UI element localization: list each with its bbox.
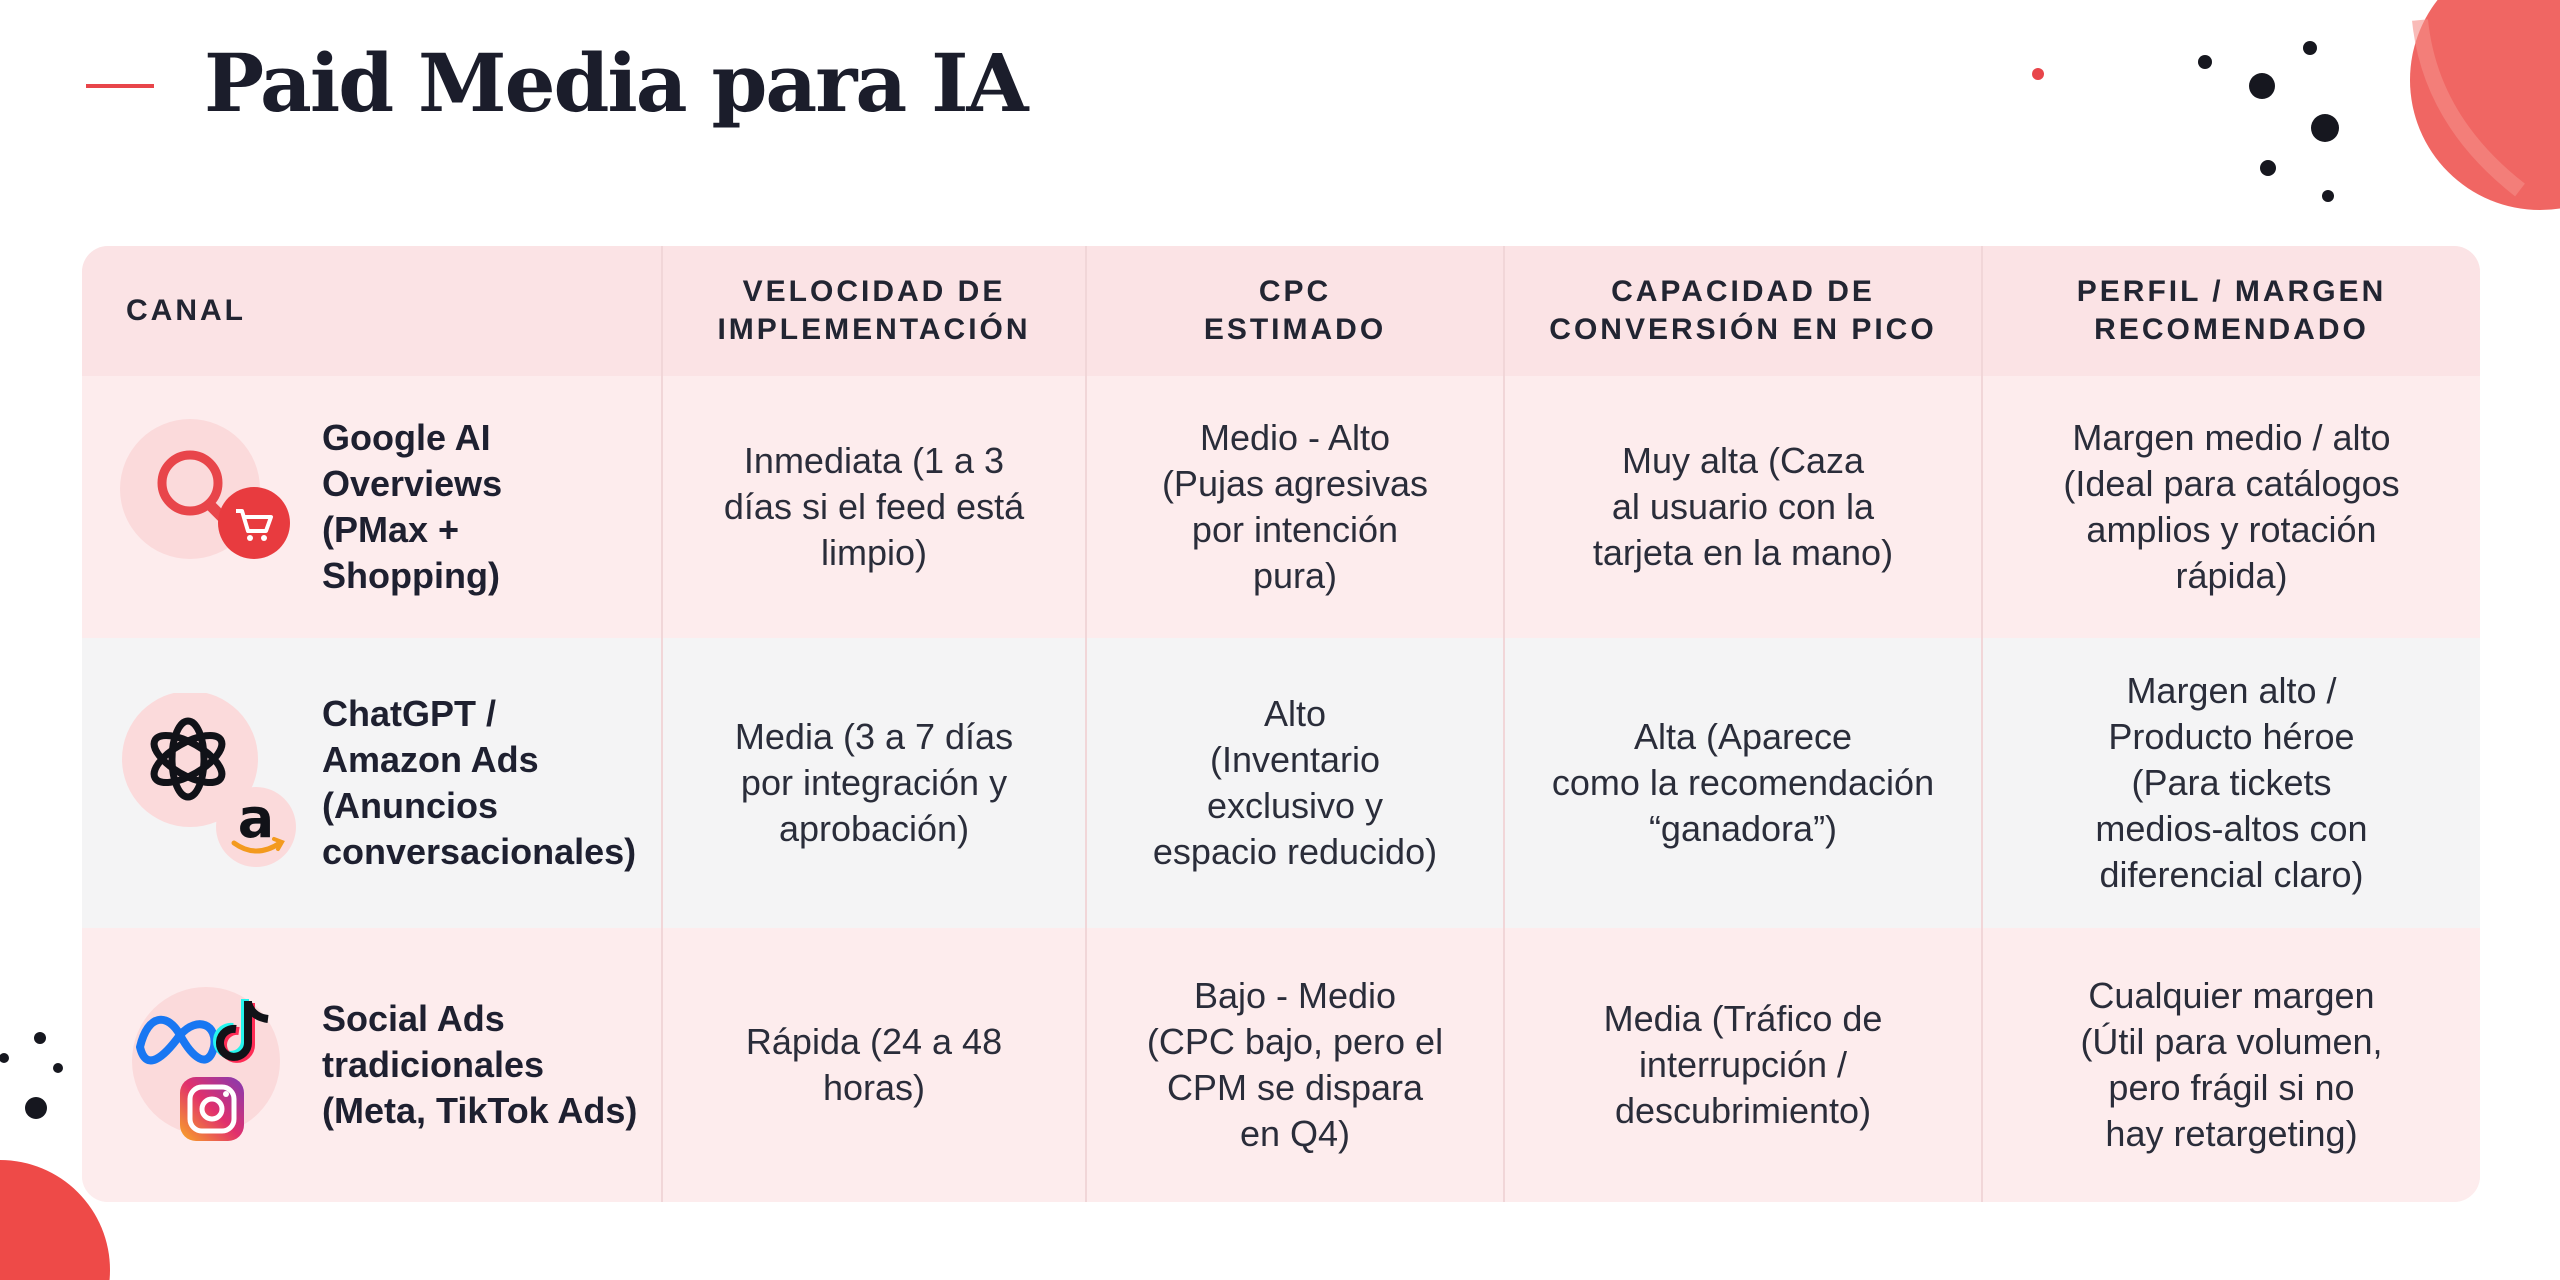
canal-label: Google AI Overviews (PMax + Shopping)	[322, 417, 503, 596]
canal-cell	[82, 638, 662, 928]
page-title: Paid Media para IA	[204, 36, 1027, 130]
velocidad-cell: Rápida (24 a 48 horas)	[662, 928, 1086, 1202]
chatgpt-amazon-icon-group	[118, 693, 308, 873]
cpc-cell: Medio - Alto (Pujas agresivas por intención pura)	[1086, 376, 1504, 638]
instagram-icon	[180, 1077, 244, 1141]
shopping-cart-icon	[218, 487, 290, 559]
table-row	[82, 928, 2480, 1202]
google-ai-icon-group	[118, 417, 308, 597]
header-velocidad: VELOCIDAD DE IMPLEMENTACIÓN	[662, 246, 1086, 376]
canal-label: ChatGPT / Amazon Ads (Anuncios conversacionales)	[322, 693, 637, 872]
canal-label: Social Ads tradicionales (Meta, TikTok Ads)	[322, 998, 638, 1131]
comparison-table	[82, 246, 2480, 1202]
header-perfil: PERFIL / MARGEN RECOMENDADO	[2076, 275, 2387, 346]
table-row	[82, 638, 2480, 928]
conversion-cell: Muy alta (Caza al usuario con la tarjeta en la mano)	[1504, 376, 1982, 638]
table-header-row	[82, 246, 2480, 376]
canal-cell	[82, 376, 662, 638]
conversion-cell: Media (Tráfico de interrupción / descubrimiento)	[1504, 928, 1982, 1202]
perfil-cell: Margen medio / alto (Ideal para catálogos amplios y rotación rápida)	[2063, 417, 2400, 596]
svg-text:a: a	[237, 787, 275, 850]
table-row	[82, 376, 2480, 638]
cpc-cell: Alto (Inventario exclusivo y espacio reducido)	[1086, 638, 1504, 928]
cpc-cell: Bajo - Medio (CPC bajo, pero el CPM se dispara en Q4)	[1086, 928, 1504, 1202]
header-cpc: CPC ESTIMADO	[1086, 246, 1504, 376]
perfil-cell: Cualquier margen (Útil para volumen, pero frágil si no hay retargeting)	[2080, 975, 2383, 1154]
conversion-cell: Alta (Aparece como la recomendación “ganadora”)	[1504, 638, 1982, 928]
decor-top-right	[2000, 0, 2560, 260]
velocidad-cell: Media (3 a 7 días por integración y aprobación)	[662, 638, 1086, 928]
header-canal: CANAL	[82, 246, 662, 376]
amazon-icon	[216, 787, 296, 867]
title-accent-line	[86, 84, 154, 88]
social-icon-group	[118, 975, 308, 1155]
perfil-cell: Margen alto / Producto héroe (Para tickets medios-altos con diferencial claro)	[2095, 670, 2368, 895]
velocidad-cell: Inmediata (1 a 3 días si el feed está limpio)	[662, 376, 1086, 638]
canal-cell	[82, 928, 662, 1202]
header-conversion: CAPACIDAD DE CONVERSIÓN EN PICO	[1504, 246, 1982, 376]
